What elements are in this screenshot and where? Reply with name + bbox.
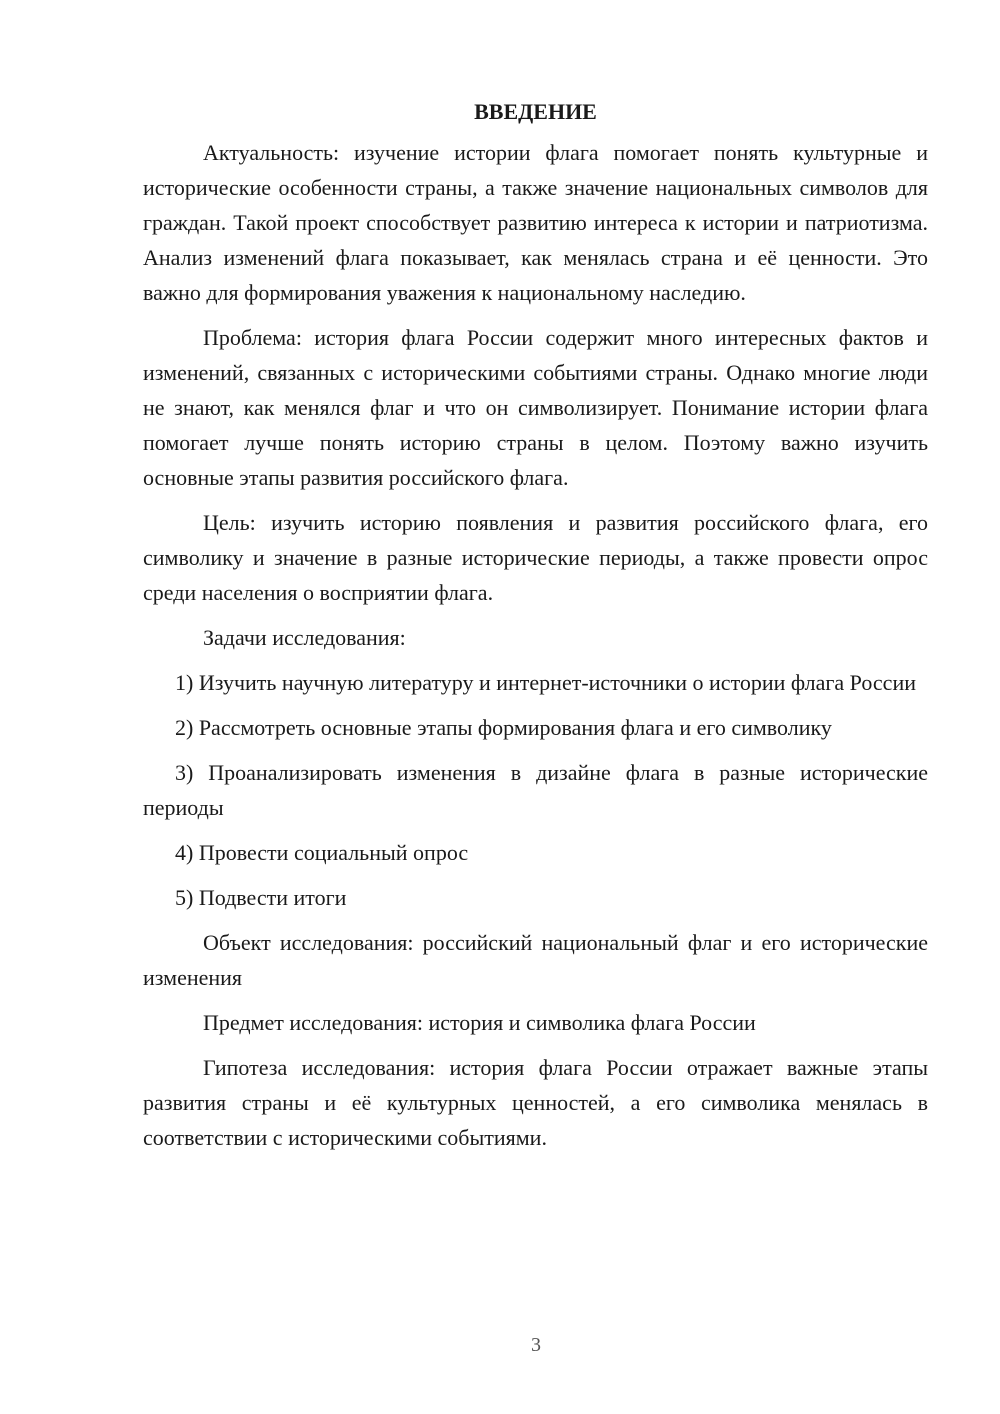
subject-paragraph: Предмет исследования: история и символика флага России xyxy=(203,1010,756,1035)
task-item-2: 2) Рассмотреть основные этапы формирования флага и его символику xyxy=(175,715,832,740)
goal-paragraph: Цель: изучить историю появления и развития российского флага, его символику и значение в разные исторические периоды, а также провести опрос среди населения о восприятии флага. xyxy=(143,510,928,605)
task-item-3: 3) Проанализировать изменения в дизайне флага в разные исторические периоды xyxy=(143,760,928,820)
object-paragraph: Объект исследования: российский национальный флаг и его исторические изменения xyxy=(143,930,928,990)
relevance-paragraph: Актуальность: изучение истории флага помогает понять культурные и исторические особенности страны, а также значение национальных символов для граждан. Такой проект способствует развитию интереса к истории и патриотизма. Анализ изменений флага показывает, как менялась страна и её ценности. Это важно для формирования уважения к национальному наследию. xyxy=(143,140,928,305)
hypothesis-paragraph: Гипотеза исследования: история флага России отражает важные этапы развития страны и её культурных ценностей, а его символика менялась в соответствии с историческими событиями. xyxy=(143,1055,928,1150)
problem-paragraph: Проблема: история флага России содержит много интересных фактов и изменений, связанных с историческими событиями страны. Однако многие люди не знают, как менялся флаг и что он символизирует. Понимание истории флага помогает лучше понять историю страны в целом. Поэтому важно изучить основные этапы развития российского флага. xyxy=(143,325,928,490)
page-number: 3 xyxy=(531,1334,541,1356)
task-item-5: 5) Подвести итоги xyxy=(175,885,347,910)
tasks-title: Задачи исследования: xyxy=(203,625,406,650)
task-item-1: 1) Изучить научную литературу и интернет-источники о истории флага России xyxy=(175,670,916,695)
section-heading: ВВЕДЕНИЕ xyxy=(474,99,597,124)
document-page xyxy=(143,94,928,1165)
task-item-4: 4) Провести социальный опрос xyxy=(175,840,469,865)
